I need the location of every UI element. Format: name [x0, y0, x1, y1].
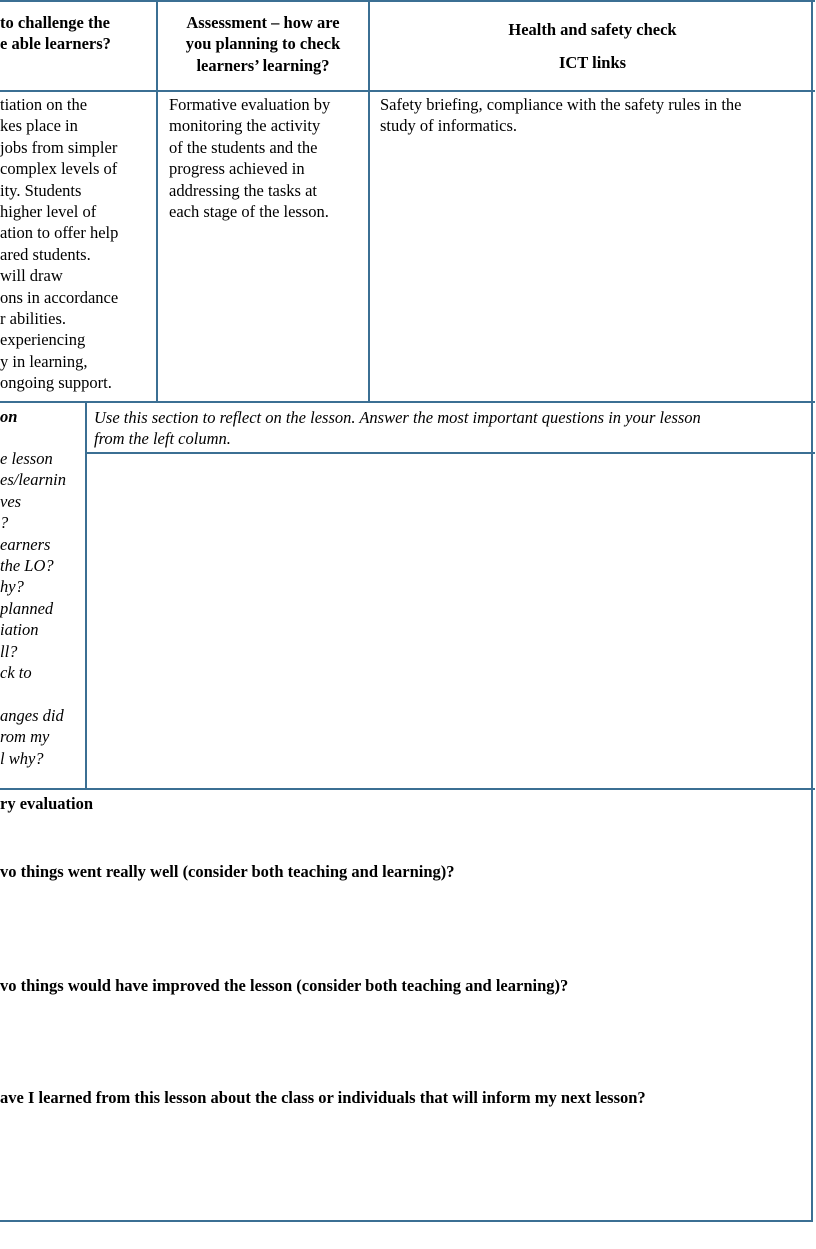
reflection-answer-area[interactable]: [88, 455, 813, 787]
text-line: the LO?: [0, 556, 54, 576]
text-line: [0, 683, 84, 704]
text-line: r abilities.: [0, 309, 66, 329]
header-line: Health and safety check: [508, 20, 677, 39]
divider-reflection: [85, 402, 87, 789]
text-line: ves: [0, 491, 22, 511]
assessment-header: [158, 12, 368, 76]
text-line: Safety briefing, compliance with the safety rules in the: [380, 95, 742, 114]
text-line: progress achieved in: [169, 159, 305, 179]
instruction-divider: [86, 452, 815, 454]
text-line: Use this section to reflect on the lesson. Answer the most important questions in your lesson: [94, 408, 701, 427]
text-line: iation: [0, 620, 39, 640]
text-line: will draw: [0, 266, 63, 286]
text-line: ?: [0, 513, 9, 533]
text-line: higher level of: [0, 202, 97, 222]
text-line: complex levels of: [0, 159, 118, 179]
text-line: monitoring the activity: [169, 116, 321, 136]
health-cell: [380, 94, 810, 137]
text-line: jobs from simpler: [0, 137, 118, 157]
text-line: on: [0, 407, 18, 426]
text-line: each stage of the lesson.: [169, 202, 329, 222]
text-line: earners: [0, 534, 51, 554]
header-line: Assessment – how are: [186, 13, 340, 32]
differentiation-header: [0, 12, 156, 55]
text-line: ll?: [0, 641, 18, 661]
summary-question-3: ave I learned from this lesson about the class or individuals that will inform my next lesson?: [0, 1088, 646, 1107]
header-divider: [0, 90, 815, 92]
text-line: ons in accordance: [0, 287, 119, 307]
header-line: ICT links: [558, 53, 627, 72]
text-line: ongoing support.: [0, 373, 112, 393]
text-line: planned: [0, 598, 54, 618]
summary-divider: [0, 788, 815, 790]
text-line: tiation on the: [0, 95, 88, 114]
header-line: you planning to check: [185, 34, 341, 54]
assessment-cell: [169, 94, 365, 222]
reflection-questions-body: [0, 448, 84, 769]
text-line: e lesson: [0, 449, 53, 468]
text-line: y in learning,: [0, 351, 88, 371]
header-line: to challenge the: [0, 13, 110, 32]
differentiation-cell: [0, 94, 156, 394]
text-line: anges did: [0, 705, 64, 725]
reflection-instructions: [94, 407, 812, 450]
text-line: l why?: [0, 748, 44, 768]
text-line: ared students.: [0, 244, 91, 264]
reflection-questions: [0, 406, 84, 427]
text-line: Formative evaluation by: [169, 95, 331, 114]
text-line: experiencing: [0, 330, 86, 350]
text-line: kes place in: [0, 116, 78, 136]
text-line: ity. Students: [0, 180, 82, 200]
text-line: ck to: [0, 663, 32, 683]
text-line: from the left column.: [94, 429, 231, 449]
table-top-border: [0, 0, 815, 2]
header-line: learners’ learning?: [196, 55, 330, 75]
text-line: ation to offer help: [0, 223, 119, 243]
text-line: rom my: [0, 727, 50, 747]
row-divider: [0, 401, 815, 403]
summary-question-1: vo things went really well (consider both teaching and learning)?: [0, 862, 455, 881]
text-line: study of informatics.: [380, 116, 518, 136]
health-header: [370, 13, 815, 79]
text-line: hy?: [0, 577, 24, 597]
text-line: addressing the tasks at: [169, 180, 318, 200]
summary-title: ry evaluation: [0, 794, 94, 813]
text-line: es/learnin: [0, 470, 66, 490]
header-line: e able learners?: [0, 34, 111, 54]
text-line: of the students and the: [169, 137, 318, 157]
summary-question-2: vo things would have improved the lesson (consider both teaching and learning)?: [0, 976, 569, 995]
